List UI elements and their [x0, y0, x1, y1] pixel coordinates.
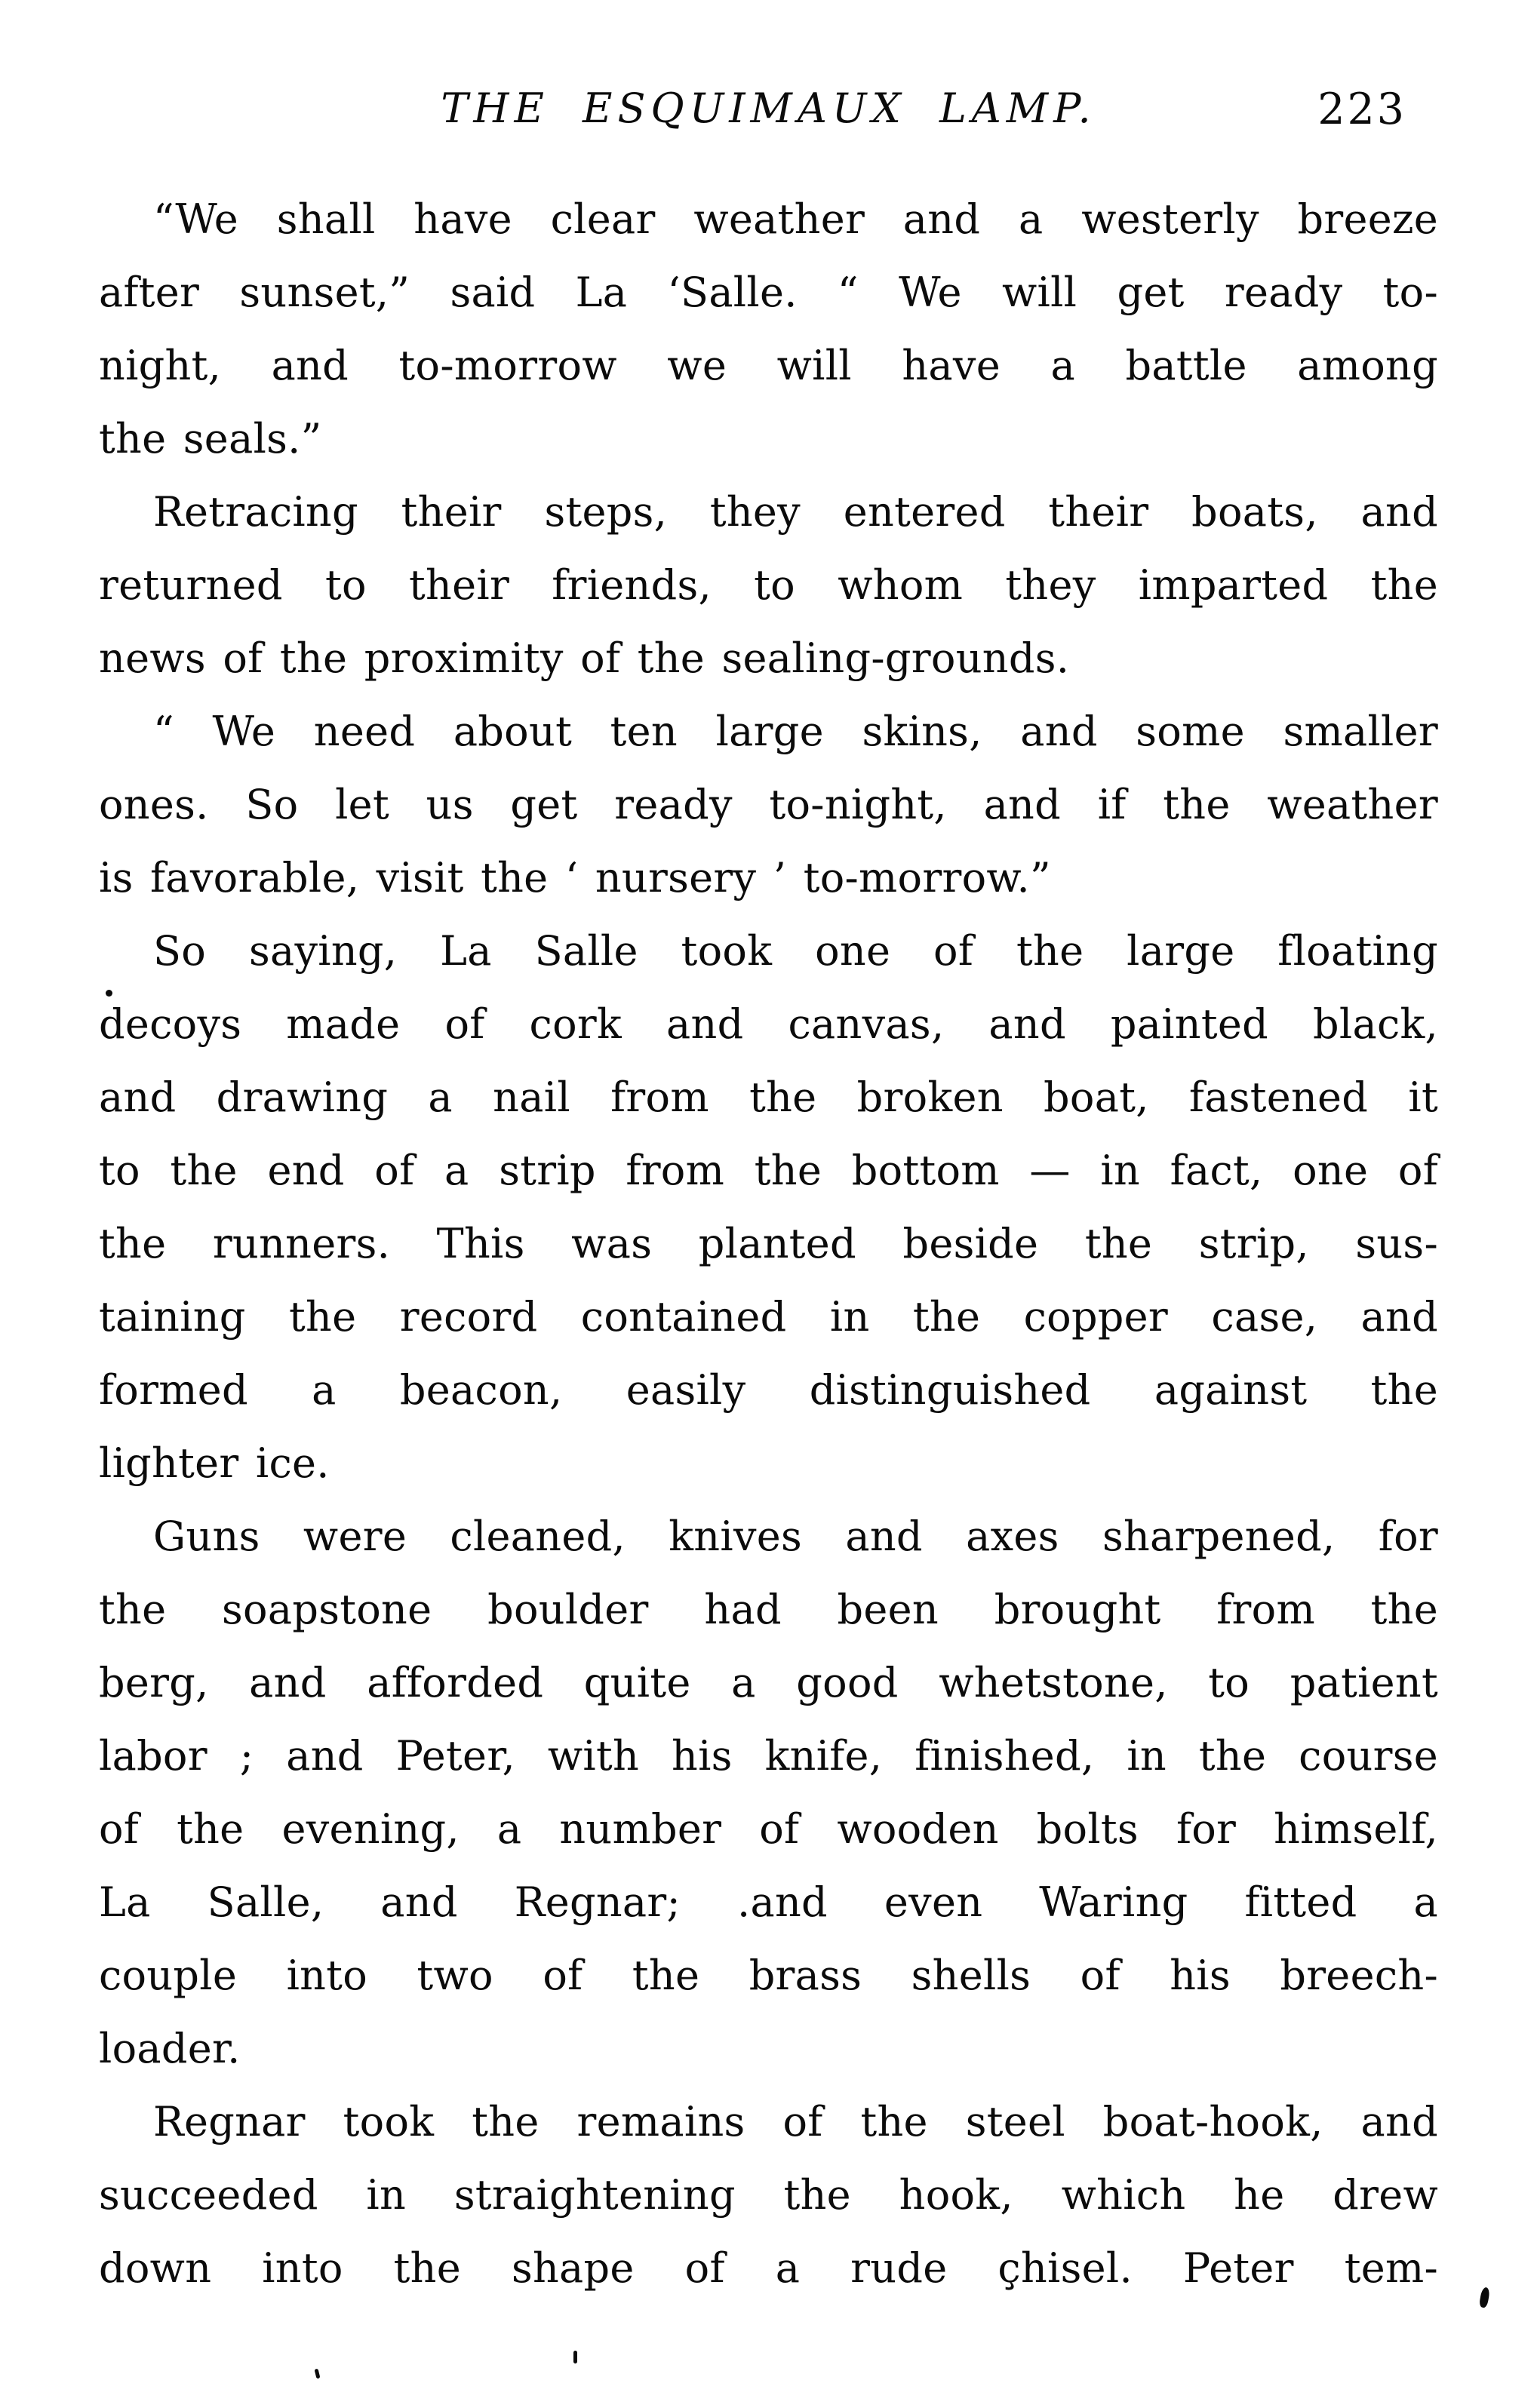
text-line: returned to their friends, to whom they imparted the — [99, 561, 1438, 609]
text-line: formed a beacon, easily distinguished against the — [99, 1366, 1438, 1414]
text-line: So saying, La Salle took one of the large floating — [153, 927, 1438, 975]
text-line: succeeded in straightening the hook, which he drew — [99, 2171, 1438, 2219]
text-line: “ We need about ten large skins, and some smaller — [153, 708, 1438, 755]
ink-speck — [573, 2351, 577, 2363]
text-line: the runners. This was planted beside the strip, sus- — [99, 1220, 1438, 1267]
text-line: news of the proximity of the sealing-grounds. — [99, 634, 1070, 682]
running-header — [99, 84, 1438, 156]
ink-speck — [1479, 2287, 1491, 2308]
text-line: the seals.” — [99, 415, 322, 462]
text-line: Guns were cleaned, knives and axes sharpened, for — [153, 1513, 1438, 1560]
text-line: loader. — [99, 2025, 241, 2072]
text-line: ones. So let us get ready to-night, and if the weather — [99, 781, 1438, 828]
text-line: is favorable, visit the ‘ nursery ’ to-morrow.” — [99, 854, 1051, 901]
paragraph — [99, 695, 1438, 914]
paragraph — [99, 2085, 1438, 2305]
text-line: down into the shape of a rude çhisel. Peter tem- — [99, 2244, 1438, 2292]
ink-speck — [315, 2369, 321, 2379]
paragraph — [99, 475, 1438, 695]
text-line: labor ; and Peter, with his knife, finished, in the course — [99, 1732, 1438, 1780]
text-line: the soapstone boulder had been brought from the — [99, 1586, 1438, 1633]
text-line: “We shall have clear weather and a westerly breeze — [153, 195, 1438, 243]
text-line: after sunset,” said La ‘Salle. “ We will get ready to- — [99, 269, 1438, 316]
text-line: Regnar took the remains of the steel boat-hook, and — [153, 2098, 1438, 2145]
text-line: of the evening, a number of wooden bolts for himself, — [99, 1805, 1438, 1853]
text-line: couple into two of the brass shells of his breech- — [99, 1952, 1438, 1999]
ink-speck — [106, 990, 112, 997]
text-line: taining the record contained in the copper case, and — [99, 1293, 1438, 1341]
paragraph — [99, 914, 1438, 1500]
body-text — [99, 183, 1438, 2305]
text-line: to the end of a strip from the bottom — in fact, one of — [99, 1147, 1438, 1194]
text-line: lighter ice. — [99, 1439, 330, 1487]
text-line: decoys made of cork and canvas, and painted black, — [99, 1000, 1438, 1048]
page-title: THE ESQUIMAUX LAMP. — [441, 84, 1096, 132]
paragraph — [99, 183, 1438, 475]
text-line: Retracing their steps, they entered their boats, and — [153, 488, 1438, 536]
text-line: and drawing a nail from the broken boat, fastened it — [99, 1073, 1438, 1121]
text-line: night, and to-morrow we will have a battle among — [99, 342, 1438, 389]
text-line: La Salle, and Regnar; .and even Waring fitted a — [99, 1878, 1438, 1926]
page-number: 223 — [1317, 84, 1406, 134]
paragraph — [99, 1500, 1438, 2085]
text-line: berg, and afforded quite a good whetstone, to patient — [99, 1659, 1438, 1706]
